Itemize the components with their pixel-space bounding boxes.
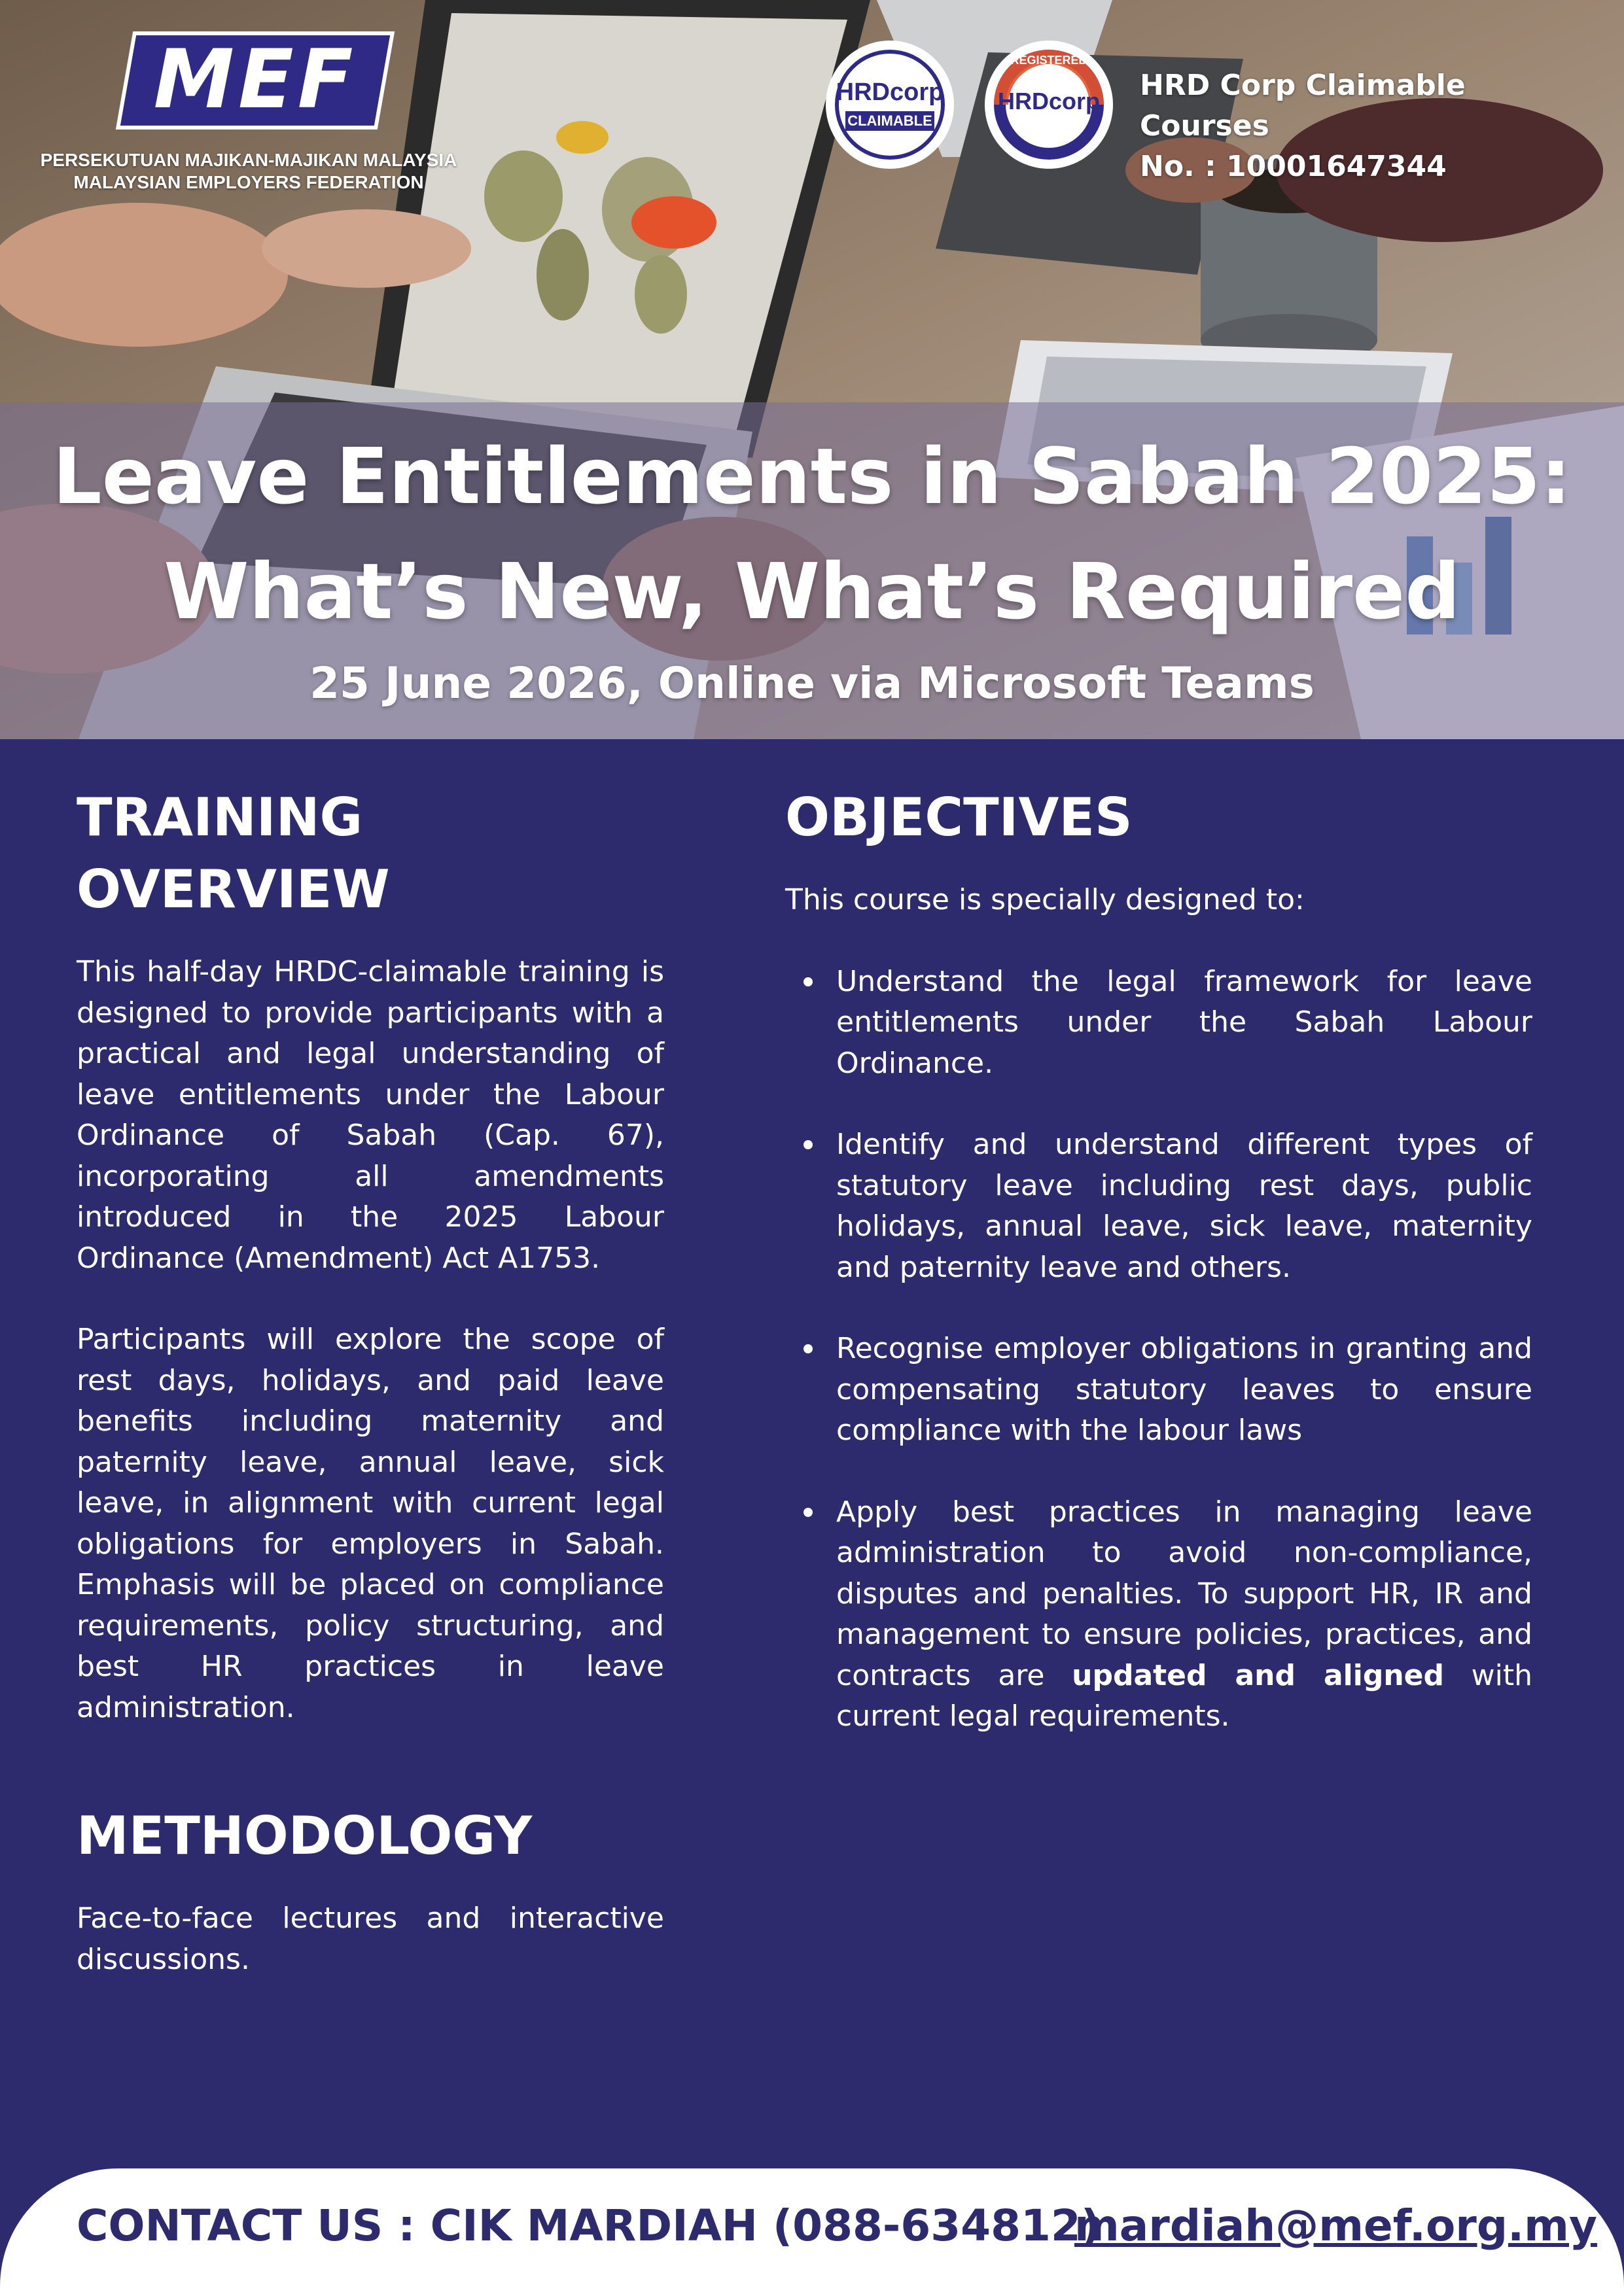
objectives-list — [785, 962, 1532, 1737]
hrdcorp-registered-provider-seal-icon — [985, 41, 1113, 169]
overview-heading: TRAINING OVERVIEW — [77, 787, 390, 920]
list-item — [785, 962, 1532, 1085]
overview-paragraph-2: Participants will explore the scope of rest days, holidays, and paid leave benefits including maternity and paternity leave, annual leave, sick leave, in alignment with current legal obligations for employers in Sabah. Emphasis will be placed on compliance requirements, policy structuring, and best HR practices in leave administration. — [77, 1323, 664, 1724]
org-name-malay: PERSEKUTUAN MAJIKAN-MAJIKAN MALAYSIA — [40, 150, 457, 170]
hrd-course-info — [1140, 65, 1598, 187]
objective-text-emphasis: updated and aligned — [1072, 1658, 1444, 1692]
hero-banner — [0, 0, 1624, 739]
methodology-heading: METHODOLOGY — [77, 1805, 533, 1866]
methodology-text: Face-to-face lectures and interactive discussions. — [77, 1902, 664, 1976]
right-column — [785, 782, 1532, 1778]
objectives-intro: This course is specially designed to: — [785, 883, 1305, 916]
registered-seal-label: REGISTERED — [1010, 54, 1087, 67]
objective-text: Identify and understand different types of statutory leave including rest days, public holidays, annual leave, sick leave, maternity and paternity leave and others. — [836, 1128, 1532, 1284]
objective-text-start: Apply best practices in managing leave administration to avoid non-compliance, disputes and penalties. To support HR, IR and management to ensure policies, practices, and contracts are — [836, 1495, 1532, 1692]
registered-seal-brand: HRDcorp — [997, 88, 1100, 114]
list-item — [785, 1329, 1532, 1452]
objective-text: Understand the legal framework for leave entitlements under the Sabah Labour Ordinance. — [836, 964, 1532, 1080]
bullet-icon — [803, 1140, 813, 1149]
overview-paragraph-1: This half-day HRDC-claimable training is designed to provide participants with a practical and legal understanding of leave entitlements under the Labour Ordinance of Sabah (Cap. 67), incorporating all amendments introduced in the 2025 Labour Ordinance (Amendment) Act A1753. — [77, 955, 664, 1275]
bullet-icon — [803, 1344, 813, 1353]
list-item — [785, 1492, 1532, 1737]
org-name-english: MALAYSIAN EMPLOYERS FEDERATION — [73, 172, 424, 192]
title-line1: Leave Entitlements in Sabah 2025: — [52, 431, 1572, 521]
event-date-venue: 25 June 2026, Online via Microsoft Teams — [309, 658, 1315, 708]
hrdcorp-claimable-seal-icon — [826, 41, 954, 169]
hrd-course-number: No. : 10001647344 — [1140, 150, 1447, 183]
objective-text-end: with current legal requirements. — [836, 1658, 1532, 1733]
mef-logo-text: MEF — [153, 33, 357, 127]
list-item — [785, 1124, 1532, 1288]
claimable-seal-brand: HRDcorp — [836, 78, 944, 106]
claimable-seal-label: CLAIMABLE — [847, 113, 932, 129]
objectives-heading: OBJECTIVES — [785, 787, 1133, 848]
mef-logo — [124, 31, 393, 136]
title-line2: What’s New, What’s Required — [164, 546, 1460, 636]
email-link[interactable]: mardiah@mef.org.my — [1074, 2200, 1597, 2251]
contact-info: CONTACT US : CIK MARDIAH (088-634812) — [77, 2200, 1101, 2251]
objective-text — [836, 1492, 1532, 1737]
bullet-icon — [803, 1508, 813, 1517]
bullet-icon — [803, 977, 813, 986]
hrd-course-line1: HRD Corp Claimable Courses — [1140, 69, 1466, 143]
page-title — [0, 419, 1624, 649]
left-column — [77, 782, 664, 1980]
objective-text: Recognise employer obligations in granting and compensating statutory leaves to ensure compliance with the labour laws — [836, 1332, 1532, 1447]
